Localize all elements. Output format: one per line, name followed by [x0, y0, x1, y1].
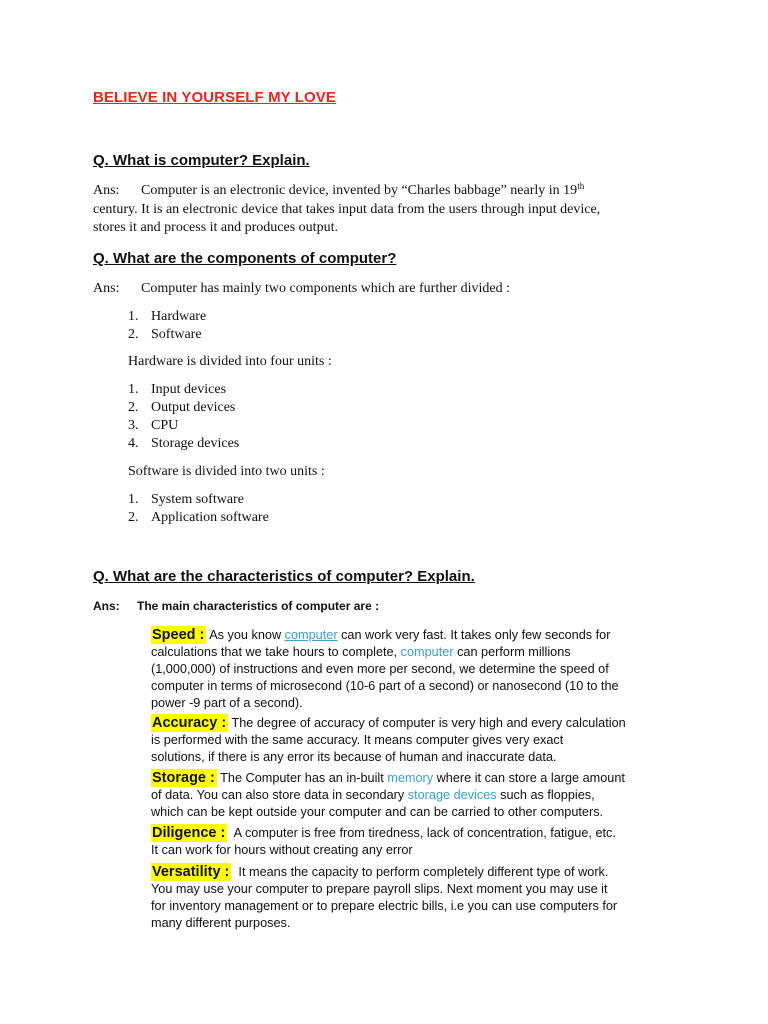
list-item	[128, 326, 206, 344]
term-versatility: Versatility :	[152, 864, 230, 880]
text-run: It means the capacity to perform completely different type of work.	[231, 865, 609, 879]
answer-line	[93, 280, 668, 299]
answer-line: century. It is an electronic device that takes input data from the users through input device,	[93, 201, 601, 217]
software-units-list	[128, 491, 269, 527]
question-characteristics: Q. What are the characteristics of computer? Explain.	[93, 568, 475, 585]
answer-text: The main characteristics of computer are :	[137, 599, 380, 613]
text-run: The Computer has an in-built	[216, 771, 388, 785]
text-run: such as floppies,	[496, 788, 595, 802]
text-run: where it can store a large amount	[433, 771, 625, 785]
question-components: Q. What are the components of computer?	[93, 250, 397, 267]
characteristic-diligence	[151, 825, 691, 859]
characteristic-storage	[151, 770, 691, 821]
ans-label: Ans:	[93, 599, 120, 613]
characteristic-line: many different purposes.	[151, 916, 291, 930]
ans-label: Ans:	[93, 183, 120, 198]
answer-characteristics-intro	[93, 599, 379, 613]
characteristic-line: It can work for hours without creating any error	[151, 843, 413, 857]
characteristic-line: You may use your computer to prepare payroll slips. Next moment you may use it	[151, 882, 608, 896]
term-diligence: Diligence :	[152, 825, 226, 841]
components-list	[128, 308, 206, 344]
list-item	[128, 417, 239, 435]
list-text: Hardware	[151, 309, 207, 324]
list-number: 2.	[128, 510, 139, 525]
characteristic-line	[151, 644, 691, 661]
list-number: 3.	[128, 418, 139, 433]
characteristic-line: is performed with the same accuracy. It means computer gives very exact	[151, 733, 564, 747]
link-storage-devices[interactable]: storage devices	[407, 788, 497, 802]
software-intro: Software is divided into two units :	[128, 464, 325, 479]
link-computer[interactable]: computer	[400, 645, 454, 659]
list-item	[128, 509, 269, 527]
list-number: 1.	[128, 382, 139, 397]
characteristic-line: for inventory management or to prepare electric bills, i.e you can use computers for	[151, 899, 618, 913]
list-number: 1.	[128, 492, 139, 507]
answer-text: Computer is an electronic device, invented by “Charles babbage” nearly in 19	[141, 183, 578, 198]
text-run: The degree of accuracy of computer is very high and every calculation	[228, 716, 626, 730]
characteristic-line	[151, 627, 691, 644]
list-number: 1.	[128, 309, 139, 324]
list-text: Output devices	[151, 400, 236, 415]
list-number: 2.	[128, 400, 139, 415]
list-item	[128, 308, 206, 326]
characteristic-line: computer in terms of microsecond (10-6 part of a second) or nanosecond (10 to the	[151, 679, 619, 693]
characteristic-line: which can be kept outside your computer and can be carried to other computers.	[151, 805, 604, 819]
list-number: 2.	[128, 327, 139, 342]
list-text: CPU	[151, 418, 179, 433]
term-accuracy: Accuracy :	[152, 715, 227, 731]
motto-heading: BELIEVE IN YOURSELF MY LOVE	[93, 89, 337, 106]
link-computer[interactable]: computer	[284, 628, 338, 642]
answer-components	[93, 280, 668, 299]
answer-text: Computer has mainly two components which are further divided :	[141, 281, 510, 296]
list-number: 4.	[128, 436, 139, 451]
text-run: of data. You can also store data in secondary	[151, 788, 408, 802]
text-run: can work very fast. It takes only few seconds for	[337, 628, 611, 642]
list-item	[128, 399, 239, 417]
term-storage: Storage :	[152, 770, 215, 786]
list-text: System software	[151, 492, 244, 507]
list-item	[128, 381, 239, 399]
term-speed: Speed :	[152, 627, 205, 643]
text-run: can perform millions	[453, 645, 571, 659]
ans-label: Ans:	[93, 281, 120, 296]
characteristic-line	[151, 787, 691, 804]
answer-what-is-computer	[93, 182, 668, 238]
hardware-units-list	[128, 381, 239, 453]
list-item	[128, 435, 239, 453]
hardware-intro: Hardware is divided into four units :	[128, 354, 332, 369]
characteristic-versatility	[151, 864, 691, 932]
question-what-is-computer: Q. What is computer? Explain.	[93, 152, 310, 169]
answer-line	[93, 182, 668, 201]
list-text: Application software	[151, 510, 269, 525]
answer-line: stores it and process it and produces output.	[93, 220, 338, 235]
text-run: As you know	[206, 628, 285, 642]
characteristic-accuracy	[151, 715, 691, 766]
superscript-th: th	[577, 181, 585, 191]
characteristic-line: solutions, if there is any error its because of human and inaccurate data.	[151, 750, 557, 764]
characteristic-line: power -9 part of a second).	[151, 696, 303, 710]
text-run: A computer is free from tiredness, lack of concentration, fatigue, etc.	[227, 826, 616, 840]
link-memory[interactable]: memory	[387, 771, 434, 785]
list-text: Input devices	[151, 382, 227, 397]
characteristic-line: (1,000,000) of instructions and even more per second, we determine the speed of	[151, 662, 609, 676]
characteristic-speed	[151, 627, 691, 712]
text-run: calculations that we take hours to complete,	[151, 645, 401, 659]
characteristic-line	[151, 825, 691, 842]
characteristic-line	[151, 864, 691, 881]
list-text: Storage devices	[151, 436, 240, 451]
characteristic-line	[151, 770, 691, 787]
list-text: Software	[151, 327, 202, 342]
list-item	[128, 491, 269, 509]
characteristic-line	[151, 715, 691, 732]
